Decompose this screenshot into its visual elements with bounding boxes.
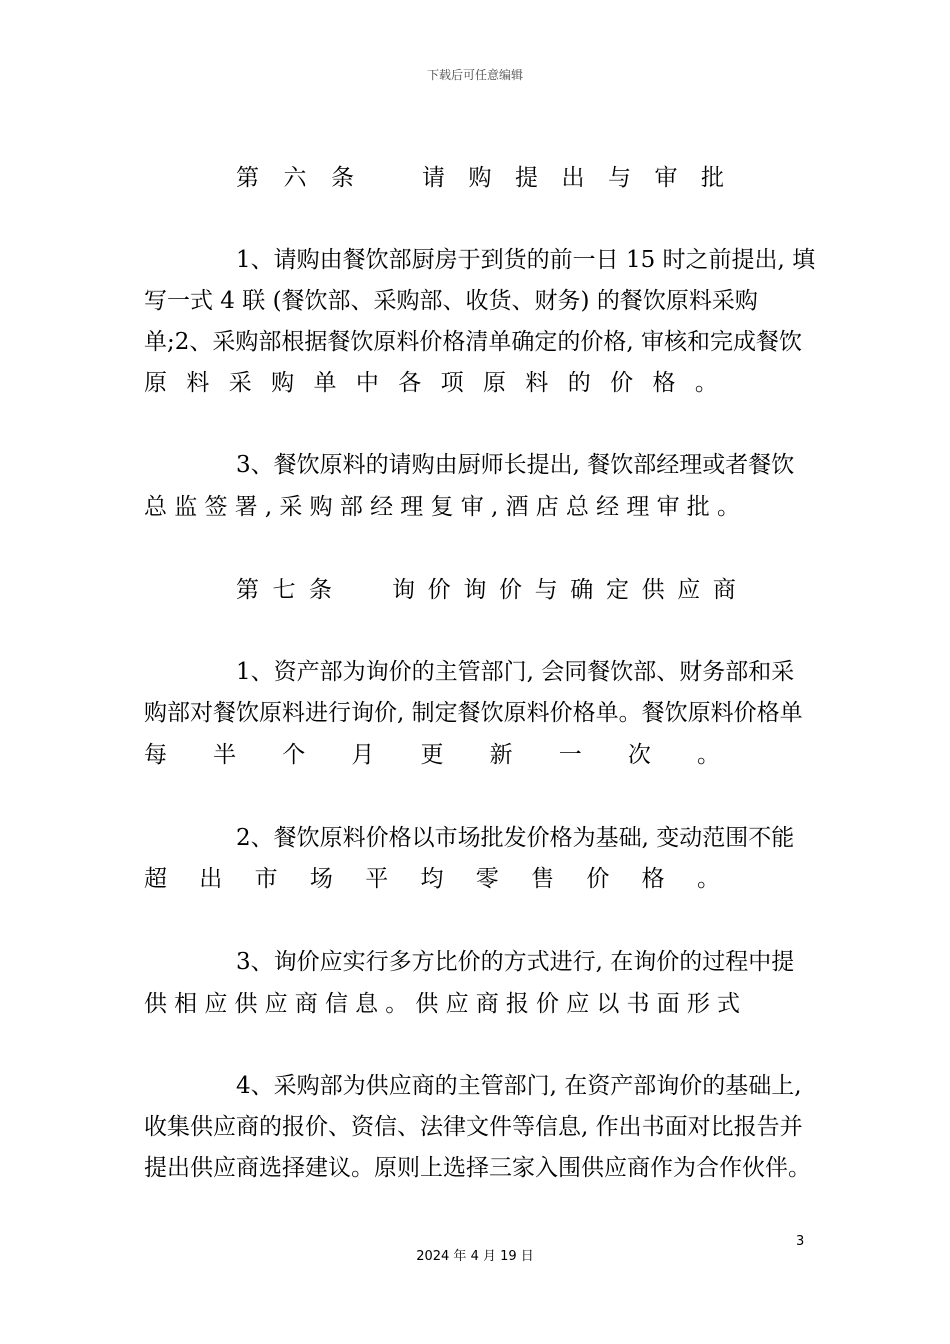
text-char: 采 (279, 494, 303, 520)
text-char: 格 (652, 370, 676, 396)
text-char: 总 (144, 494, 167, 520)
text-char: 复 (430, 494, 454, 520)
text-char: 单 (313, 370, 337, 396)
paragraph-justified-line (144, 492, 740, 522)
paragraph-justified-line (144, 864, 720, 894)
text-char: 商 (294, 991, 318, 1017)
text-char: 每 (144, 742, 167, 768)
text-char: 商 (475, 991, 499, 1017)
paragraph-line: 收集供应商的报价、资信、法律文件等信息, 作出书面对比报告并 (144, 1114, 803, 1140)
footer-date: 2024 年 4 月 19 日 (416, 1249, 534, 1264)
text-char: 供 (415, 991, 439, 1017)
heading-char: 七 (272, 577, 296, 603)
heading-char: 价 (498, 577, 522, 603)
text-char: 部 (339, 494, 363, 520)
text-char: 报 (505, 991, 529, 1017)
text-char: 经 (596, 494, 620, 520)
paragraph-line: 写一式 4 联 (餐饮部、采购部、收货、财务) 的餐饮原料采购 (144, 288, 758, 314)
text-char: 。 (694, 370, 718, 396)
text-char: 。 (697, 742, 720, 768)
text-char: 式 (716, 991, 740, 1017)
text-char: 总 (565, 494, 589, 520)
text-char: 书 (626, 991, 650, 1017)
paragraph-line: 2、餐饮原料价格以市场批发价格为基础, 变动范围不能 (236, 825, 795, 851)
text-char: 酒 (505, 494, 529, 520)
paragraph-line: 1、资产部为询价的主管部门, 会同餐饮部、财务部和采 (236, 659, 795, 685)
text-char: 更 (420, 742, 444, 768)
text-char: 。 (385, 991, 409, 1017)
text-char: 新 (489, 742, 513, 768)
text-char: 以 (596, 991, 620, 1017)
text-char: 一 (558, 742, 582, 768)
text-char: 理 (626, 494, 650, 520)
text-char: 原 (483, 370, 506, 396)
heading-char: 提 (515, 165, 538, 191)
text-char: 价 (536, 991, 560, 1017)
text-char: 原 (144, 370, 167, 396)
text-char: 价 (586, 866, 610, 892)
text-char: 采 (228, 370, 252, 396)
section6-heading-label (236, 163, 354, 193)
heading-char: 供 (641, 577, 665, 603)
text-char: 批 (686, 494, 710, 520)
heading-char: 条 (331, 165, 354, 191)
text-char: 购 (271, 370, 295, 396)
text-char: 项 (440, 370, 464, 396)
text-char: 月 (351, 742, 375, 768)
paragraph-line: 单;2、采购部根据餐饮原料价格清单确定的价格, 审核和完成餐饮 (144, 329, 803, 355)
text-char: 场 (309, 866, 333, 892)
text-char: 息 (355, 991, 379, 1017)
text-char: 中 (355, 370, 379, 396)
text-char: 相 (174, 991, 198, 1017)
text-char: 应 (566, 991, 590, 1017)
text-char: 。 (717, 494, 740, 520)
text-char: 供 (144, 991, 167, 1017)
text-char: 各 (398, 370, 422, 396)
paragraph-line: 1、请购由餐饮部厨房于到货的前一日 15 时之前提出, 填 (236, 247, 816, 273)
heading-char: 询 (392, 577, 415, 603)
heading-char: 请 (422, 165, 445, 191)
text-char: 经 (370, 494, 394, 520)
paragraph-line: 3、餐饮原料的请购由厨师长提出, 餐饮部经理或者餐饮 (236, 452, 795, 478)
heading-char: 商 (712, 577, 736, 603)
heading-char: 第 (236, 165, 259, 191)
text-char: 应 (445, 991, 469, 1017)
paragraph-line: 提出供应商选择建议。原则上选择三家入围供应商作为合作伙伴。 (144, 1155, 811, 1181)
heading-char: 第 (236, 577, 259, 603)
heading-char: 批 (701, 165, 724, 191)
section7-heading-title (392, 575, 736, 605)
heading-char: 条 (309, 577, 332, 603)
paragraph-line: 3、询价应实行多方比价的方式进行, 在询价的过程中提 (236, 949, 795, 975)
text-char: 店 (535, 494, 559, 520)
text-char: 信 (324, 991, 348, 1017)
heading-char: 与 (534, 577, 558, 603)
text-char: 料 (525, 370, 549, 396)
heading-char: 出 (561, 165, 585, 191)
text-char: 出 (199, 866, 223, 892)
heading-char: 六 (283, 165, 307, 191)
heading-char: 确 (570, 577, 594, 603)
heading-char: 购 (468, 165, 492, 191)
text-char: 售 (531, 866, 555, 892)
heading-char: 价 (427, 577, 451, 603)
paragraph-line: 购部对餐饮原料进行询价, 制定餐饮原料价格单。餐饮原料价格单 (144, 700, 803, 726)
section6-heading-title (422, 163, 724, 193)
heading-char: 审 (654, 165, 678, 191)
text-char: 个 (282, 742, 306, 768)
text-char: 理 (400, 494, 424, 520)
text-char: 零 (475, 866, 499, 892)
text-char: 超 (144, 866, 167, 892)
text-char: 审 (460, 494, 484, 520)
page-header: 下载后可任意编辑 (426, 68, 523, 82)
text-char: 审 (656, 494, 680, 520)
text-char: , (264, 494, 273, 520)
text-char: 平 (365, 866, 389, 892)
text-char: 料 (186, 370, 210, 396)
paragraph-line: 4、采购部为供应商的主管部门, 在资产部询价的基础上, (236, 1073, 802, 1099)
paragraph-justified-line (144, 989, 740, 1019)
text-char: 购 (309, 494, 333, 520)
text-char: 价 (610, 370, 634, 396)
text-char: 半 (213, 742, 237, 768)
text-char: 署 (234, 494, 258, 520)
text-char: 。 (696, 866, 720, 892)
section7-heading-label (236, 575, 332, 605)
heading-char: 定 (605, 577, 629, 603)
paragraph-justified-line (144, 740, 720, 770)
text-char: 市 (254, 866, 278, 892)
heading-char: 询 (463, 577, 487, 603)
text-char: 形 (686, 991, 710, 1017)
paragraph-justified-line (144, 368, 718, 398)
text-char: 应 (264, 991, 288, 1017)
text-char: 次 (627, 742, 651, 768)
text-char: 签 (204, 494, 228, 520)
text-char: 的 (567, 370, 591, 396)
text-char: 应 (204, 991, 228, 1017)
text-char: 面 (656, 991, 680, 1017)
heading-char: 应 (677, 577, 701, 603)
text-char: 供 (234, 991, 258, 1017)
text-char: 格 (641, 866, 665, 892)
page-number: 3 (796, 1234, 805, 1249)
text-char: 均 (420, 866, 444, 892)
text-char: 监 (174, 494, 198, 520)
text-char: , (490, 494, 499, 520)
heading-char: 与 (608, 165, 631, 191)
